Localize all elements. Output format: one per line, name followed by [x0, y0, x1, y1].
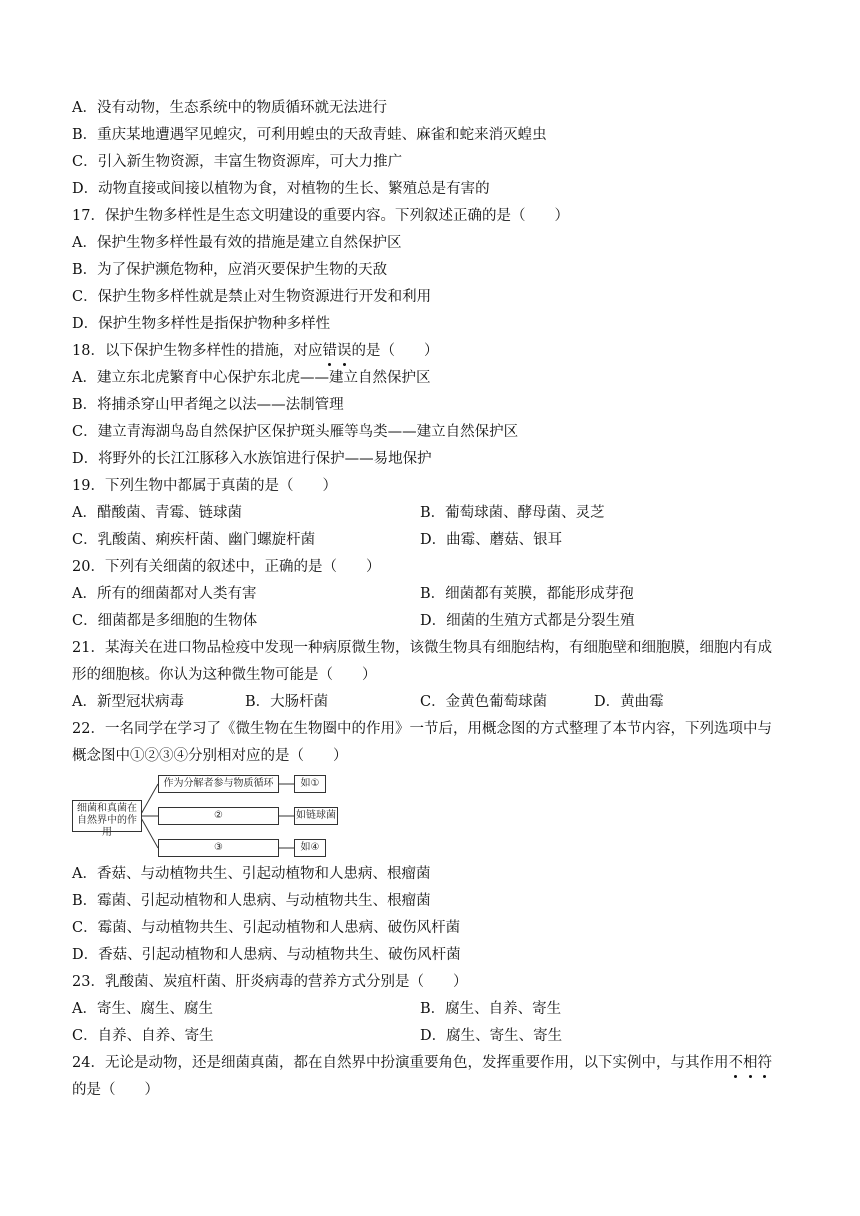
- emphasis-char: 错: [322, 343, 337, 359]
- emphasis-char: 相: [742, 1055, 758, 1071]
- q16-option-c: C．引入新生物资源，丰富生物资源库，可大力推广: [72, 154, 403, 170]
- diagram-branch-2: ②: [158, 807, 279, 825]
- q23-option-b: B．腐生、自养、寄生: [420, 1001, 562, 1017]
- q17-option-a: A．保护生物多样性最有效的措施是建立自然保护区: [72, 235, 402, 251]
- q24-stem-line1: [72, 1053, 772, 1073]
- q16-option-d: D．动物直接或间接以植物为食，对植物的生长、繁殖总是有害的: [72, 181, 490, 197]
- q20-stem: 20．下列有关细菌的叙述中，正确的是（ ）: [72, 559, 381, 575]
- q18-stem-tail: 的是（ ）: [351, 343, 439, 359]
- q22-option-b: B．霉菌、引起动植物和人患病、与动植物共生、根瘤菌: [72, 893, 431, 909]
- q23-option-d: D．腐生、寄生、寄生: [420, 1028, 563, 1044]
- q24-stem-text: 24．无论是动物，还是细菌真菌，都在自然界中扮演重要角色，发挥重要作用，以下实例中，与其作用: [72, 1055, 729, 1071]
- diagram-root-line2: 自然界中的作用: [77, 815, 137, 838]
- q16-option-b: B．重庆某地遭遇罕见蝗灾，可利用蝗虫的天敌青蛙、麻雀和蛇来消灭蝗虫: [72, 127, 547, 143]
- q24-stem-line2: 的是（ ）: [72, 1082, 159, 1098]
- concept-diagram: [72, 770, 342, 862]
- q21-stem-line2: 形的细胞核。你认为这种微生物可能是（ ）: [72, 667, 377, 683]
- q19-option-c: C．乳酸菌、痢疾杆菌、幽门螺旋杆菌: [72, 532, 316, 548]
- q22-option-a: A．香菇、与动植物共生、引起动植物和人患病、根瘤菌: [72, 866, 431, 882]
- q17-option-c: C．保护生物多样性就是禁止对生物资源进行开发和利用: [72, 289, 432, 305]
- q19-option-a: A．醋酸菌、青霉、链球菌: [72, 505, 242, 521]
- q19-stem: 19．下列生物中都属于真菌的是（ ）: [72, 478, 337, 494]
- q20-option-a: A．所有的细菌都对人类有害: [72, 586, 257, 602]
- emphasis-char: 符: [757, 1055, 772, 1071]
- q21-option-a: A．新型冠状病毒: [72, 694, 184, 710]
- q17-option-b: B．为了保护濒危物种，应消灭要保护生物的天敌: [72, 262, 388, 278]
- q21-stem-line1: 21．某海关在进口物品检疫中发现一种病原微生物，该微生物具有细胞结构，有细胞壁和细胞膜，细胞内有成: [72, 640, 772, 656]
- q23-option-a: A．寄生、腐生、腐生: [72, 1001, 213, 1017]
- q18-option-b: B．将捕杀穿山甲者绳之以法——法制管理: [72, 397, 344, 413]
- q21-option-b: B．大肠杆菌: [245, 694, 329, 710]
- q21-option-d: D．黄曲霉: [594, 694, 664, 710]
- q16-option-a: A．没有动物，生态系统中的物质循环就无法进行: [72, 100, 387, 116]
- q19-option-b: B．葡萄球菌、酵母菌、灵芝: [420, 505, 605, 521]
- diagram-root-box: [72, 800, 142, 838]
- diagram-root-line1: 细菌和真菌在: [77, 803, 137, 814]
- emphasis-char: 误: [336, 343, 352, 359]
- q22-stem-line2: 概念图中①②③④分别相对应的是（ ）: [72, 748, 348, 764]
- q20-option-c: C．细菌都是多细胞的生物体: [72, 613, 258, 629]
- q17-stem: 17．保护生物多样性是生态文明建设的重要内容。下列叙述正确的是（ ）: [72, 208, 569, 224]
- q22-option-d: D．香菇、引起动植物和人患病、与动植物共生、破伤风杆菌: [72, 947, 461, 963]
- q18-option-d: D．将野外的长江江豚移入水族馆进行保护——易地保护: [72, 451, 432, 467]
- q18-option-a: A．建立东北虎繁育中心保护东北虎——建立自然保护区: [72, 370, 431, 386]
- q18-stem-text: 18．以下保护生物多样性的措施，对应: [72, 343, 323, 359]
- q20-option-d: D．细菌的生殖方式都是分裂生殖: [420, 613, 635, 629]
- q22-stem-line1: 22．一名同学在学习了《微生物在生物圈中的作用》一节后，用概念图的方式整理了本节内容，下列选项中与: [72, 721, 772, 737]
- q21-option-c: C．金黄色葡萄球菌: [420, 694, 548, 710]
- q17-option-d: D．保护生物多样性是指保护物种多样性: [72, 316, 331, 332]
- diagram-branch-1: 作为分解者参与物质循环: [158, 775, 279, 793]
- q23-stem: 23．乳酸菌、炭疽杆菌、肝炎病毒的营养方式分别是（ ）: [72, 974, 468, 990]
- q22-option-c: C．霉菌、与动植物共生、引起动植物和人患病、破伤风杆菌: [72, 920, 461, 936]
- diagram-branch-3: ③: [158, 839, 279, 857]
- q18-stem: [72, 341, 438, 361]
- q23-option-c: C．自养、自养、寄生: [72, 1028, 214, 1044]
- emphasis-char: 不: [728, 1055, 743, 1071]
- diagram-leaf-2: 如链球菌: [294, 807, 338, 825]
- diagram-leaf-1: 如①: [294, 775, 326, 793]
- q19-option-d: D．曲霉、蘑菇、银耳: [420, 532, 563, 548]
- q18-option-c: C．建立青海湖鸟岛自然保护区保护斑头雁等鸟类——建立自然保护区: [72, 424, 519, 440]
- diagram-leaf-3: 如④: [294, 839, 326, 857]
- q20-option-b: B．细菌都有荚膜，都能形成芽孢: [420, 586, 634, 602]
